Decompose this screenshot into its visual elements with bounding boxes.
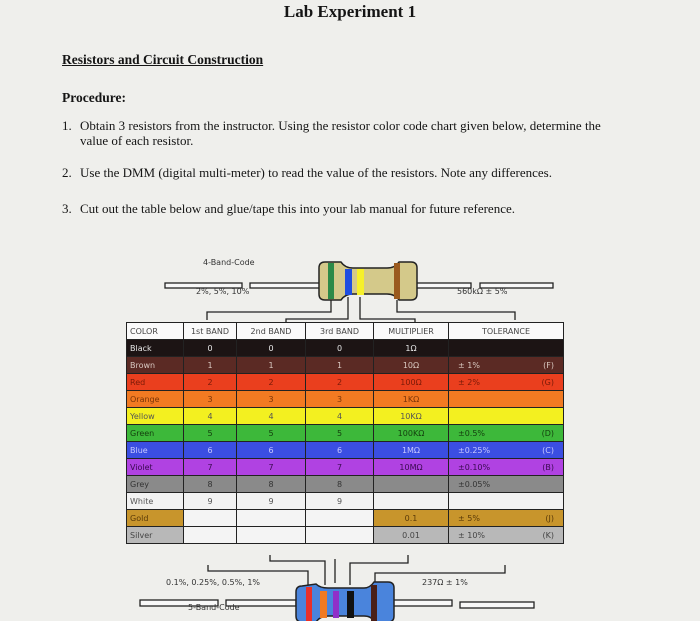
section-heading: Resistors and Circuit Construction	[62, 52, 264, 67]
table-row	[127, 527, 564, 544]
cell-mult: 0.01	[374, 527, 449, 544]
cell-color: Brown	[127, 357, 184, 374]
cell-b1: 5	[184, 425, 237, 442]
tolerance-code: (C)	[542, 445, 554, 455]
tolerance-code: (D)	[541, 428, 554, 438]
band-brown	[394, 263, 400, 299]
cell-tolerance	[449, 459, 564, 476]
tolerance-code: (G)	[541, 377, 554, 387]
table-row	[127, 340, 564, 357]
cell-b3: 2	[306, 374, 374, 391]
cell-b1	[184, 510, 237, 527]
cell-tolerance	[449, 391, 564, 408]
column-header: TOLERANCE	[449, 323, 564, 340]
five-band-label: 5-Band-Code	[188, 603, 240, 612]
band-orange	[320, 591, 327, 618]
cell-color: Gold	[127, 510, 184, 527]
cell-color: Silver	[127, 527, 184, 544]
cell-color: Yellow	[127, 408, 184, 425]
cell-b1	[184, 527, 237, 544]
tolerance-value: ± 10%	[458, 530, 486, 540]
cell-tolerance	[449, 340, 564, 357]
cell-b2: 6	[237, 442, 306, 459]
cell-color: Red	[127, 374, 184, 391]
cell-tolerance	[449, 425, 564, 442]
cell-color: Green	[127, 425, 184, 442]
cell-mult: 1KΩ	[374, 391, 449, 408]
column-header: COLOR	[127, 323, 184, 340]
five-band-example: 237Ω ± 1%	[422, 578, 468, 587]
cell-b2: 1	[237, 357, 306, 374]
table-row	[127, 476, 564, 493]
cell-b3	[306, 527, 374, 544]
cell-b2: 0	[237, 340, 306, 357]
cell-mult: 10KΩ	[374, 408, 449, 425]
table-row	[127, 374, 564, 391]
cell-b1: 2	[184, 374, 237, 391]
cell-b1: 8	[184, 476, 237, 493]
cell-b2	[237, 510, 306, 527]
tolerance-value: ± 1%	[458, 360, 480, 370]
table-row	[127, 459, 564, 476]
cell-b2: 8	[237, 476, 306, 493]
page-title: Lab Experiment 1	[283, 2, 417, 21]
cell-mult: 1MΩ	[374, 442, 449, 459]
column-header: MULTIPLIER	[374, 323, 449, 340]
cell-b1: 6	[184, 442, 237, 459]
procedure-heading: Procedure:	[62, 90, 126, 105]
tolerance-value: ± 2%	[458, 377, 480, 387]
cell-b3: 5	[306, 425, 374, 442]
cell-tolerance	[449, 408, 564, 425]
cell-color: Grey	[127, 476, 184, 493]
cell-b2: 9	[237, 493, 306, 510]
cell-b3: 4	[306, 408, 374, 425]
step-number: 1.	[62, 118, 72, 133]
table-row	[127, 510, 564, 527]
column-header: 1st BAND	[184, 323, 237, 340]
cell-b1: 1	[184, 357, 237, 374]
cell-b1: 0	[184, 340, 237, 357]
tolerance-code: (B)	[542, 462, 554, 472]
column-header: 2nd BAND	[237, 323, 306, 340]
cell-color: Black	[127, 340, 184, 357]
procedure-step	[62, 118, 622, 148]
cell-b1: 4	[184, 408, 237, 425]
cell-b1: 3	[184, 391, 237, 408]
cell-b3: 9	[306, 493, 374, 510]
cell-b1: 9	[184, 493, 237, 510]
step-number: 3.	[62, 201, 72, 216]
cell-color: White	[127, 493, 184, 510]
procedure-step	[62, 201, 622, 216]
cell-tolerance	[449, 357, 564, 374]
cell-b3: 8	[306, 476, 374, 493]
cell-b3: 7	[306, 459, 374, 476]
cell-b2	[237, 527, 306, 544]
cell-mult	[374, 476, 449, 493]
five-band-tolerances: 0.1%, 0.25%, 0.5%, 1%	[166, 578, 261, 587]
cell-mult: 10Ω	[374, 357, 449, 374]
cell-color: Violet	[127, 459, 184, 476]
table-row	[127, 357, 564, 374]
tolerance-value: ±0.5%	[458, 428, 486, 438]
step-number: 2.	[62, 165, 72, 180]
cell-b3: 6	[306, 442, 374, 459]
step-text: Cut out the table below and glue/tape this into your lab manual for future reference.	[80, 201, 515, 216]
cell-mult: 100Ω	[374, 374, 449, 391]
cell-color: Orange	[127, 391, 184, 408]
column-header: 3rd BAND	[306, 323, 374, 340]
four-band-label: 4-Band-Code	[203, 258, 255, 267]
tolerance-code: (J)	[545, 513, 554, 523]
cell-b2: 2	[237, 374, 306, 391]
table-row	[127, 408, 564, 425]
cell-mult: 100KΩ	[374, 425, 449, 442]
tolerance-code: (K)	[542, 530, 554, 540]
band-brown	[371, 585, 377, 621]
table-row	[127, 425, 564, 442]
cell-b1: 7	[184, 459, 237, 476]
band-yellow	[357, 269, 364, 295]
color-code-table	[126, 322, 564, 544]
cell-color: Blue	[127, 442, 184, 459]
cell-mult: 0.1	[374, 510, 449, 527]
band-blue	[345, 269, 352, 295]
cell-tolerance	[449, 374, 564, 391]
cell-tolerance	[449, 527, 564, 544]
tolerance-value: ± 5%	[458, 513, 480, 523]
cell-b2: 3	[237, 391, 306, 408]
tolerance-value: ±0.25%	[458, 445, 491, 455]
cell-tolerance	[449, 442, 564, 459]
band-green	[328, 263, 334, 299]
cell-b2: 4	[237, 408, 306, 425]
tolerance-value: ±0.10%	[458, 462, 491, 472]
step-text: Obtain 3 resistors from the instructor. Using the resistor color code chart given below, determine the value of each resistor.	[80, 118, 601, 148]
table-row	[127, 391, 564, 408]
cell-tolerance	[449, 493, 564, 510]
cell-mult	[374, 493, 449, 510]
table-row	[127, 442, 564, 459]
procedure-step	[62, 165, 622, 180]
cell-b3: 1	[306, 357, 374, 374]
cell-tolerance	[449, 510, 564, 527]
cell-mult: 10MΩ	[374, 459, 449, 476]
four-band-example: 560kΩ ± 5%	[457, 287, 508, 296]
tolerance-value: ±0.05%	[458, 479, 491, 489]
cell-b2: 7	[237, 459, 306, 476]
cell-mult: 1Ω	[374, 340, 449, 357]
step-text: Use the DMM (digital multi-meter) to read the value of the resistors. Note any differences.	[80, 165, 552, 180]
tolerance-code: (F)	[543, 360, 554, 370]
table-row	[127, 493, 564, 510]
cell-b3	[306, 510, 374, 527]
cell-b2: 5	[237, 425, 306, 442]
band-violet	[333, 591, 339, 618]
cell-b3: 3	[306, 391, 374, 408]
band-black	[347, 591, 354, 618]
band-red	[306, 587, 312, 621]
four-band-tolerances: 2%, 5%, 10%	[196, 287, 250, 296]
four-band-resistor-diagram	[120, 250, 580, 322]
cell-b3: 0	[306, 340, 374, 357]
cell-tolerance	[449, 476, 564, 493]
